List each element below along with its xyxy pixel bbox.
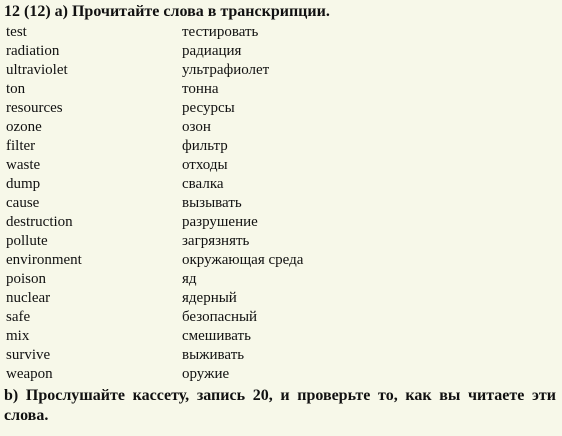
word-list	[6, 23, 546, 384]
russian-translation: яд	[182, 271, 197, 287]
russian-translation: свалка	[182, 176, 224, 192]
english-word: destruction	[6, 214, 73, 230]
english-word: filter	[6, 138, 36, 154]
word-row	[6, 23, 546, 42]
russian-translation: вызывать	[182, 195, 242, 211]
english-word: safe	[6, 309, 31, 325]
english-word: weapon	[6, 366, 53, 382]
russian-translation: загрязнять	[182, 233, 250, 249]
english-word: dump	[6, 176, 41, 192]
english-word: cause	[6, 195, 40, 211]
word-row	[6, 251, 546, 270]
word-row	[6, 61, 546, 80]
russian-translation: отходы	[182, 157, 228, 173]
russian-translation: тестировать	[182, 24, 259, 40]
russian-translation: выживать	[182, 347, 245, 363]
russian-translation: фильтр	[182, 138, 228, 154]
word-row	[6, 156, 546, 175]
english-word: environment	[6, 252, 82, 268]
english-word: ton	[6, 81, 26, 97]
english-word: ultraviolet	[6, 62, 68, 78]
russian-translation: озон	[182, 119, 211, 135]
word-row	[6, 99, 546, 118]
word-row	[6, 308, 546, 327]
word-row	[6, 232, 546, 251]
russian-translation: разрушение	[182, 214, 258, 230]
russian-translation: ресурсы	[182, 100, 235, 116]
word-row	[6, 289, 546, 308]
word-row	[6, 327, 546, 346]
english-word: pollute	[6, 233, 48, 249]
word-row	[6, 80, 546, 99]
word-row	[6, 213, 546, 232]
english-word: ozone	[6, 119, 42, 135]
english-word: survive	[6, 347, 51, 363]
word-row	[6, 365, 546, 384]
exercise-heading: 12 (12) a) Прочитайте слова в транскрипции.	[4, 3, 330, 20]
russian-translation: ультрафиолет	[182, 62, 270, 78]
english-word: test	[6, 24, 27, 40]
word-row	[6, 118, 546, 137]
english-word: mix	[6, 328, 30, 344]
word-row	[6, 137, 546, 156]
word-row	[6, 175, 546, 194]
english-word: radiation	[6, 43, 60, 59]
russian-translation: оружие	[182, 366, 230, 382]
russian-translation: окружающая среда	[182, 252, 304, 268]
english-word: nuclear	[6, 290, 51, 306]
word-row	[6, 194, 546, 213]
russian-translation: смешивать	[182, 328, 251, 344]
exercise-footer-instruction: b) Прослушайте кассету, запись 20, и проверьте то, как вы читаете эти слова.	[4, 387, 556, 424]
english-word: poison	[6, 271, 47, 287]
english-word: resources	[6, 100, 63, 116]
word-row	[6, 270, 546, 289]
russian-translation: ядерный	[182, 290, 237, 306]
russian-translation: безопасный	[182, 309, 258, 325]
word-row	[6, 346, 546, 365]
english-word: waste	[6, 157, 41, 173]
word-row	[6, 42, 546, 61]
russian-translation: тонна	[182, 81, 219, 97]
russian-translation: радиация	[182, 43, 242, 59]
